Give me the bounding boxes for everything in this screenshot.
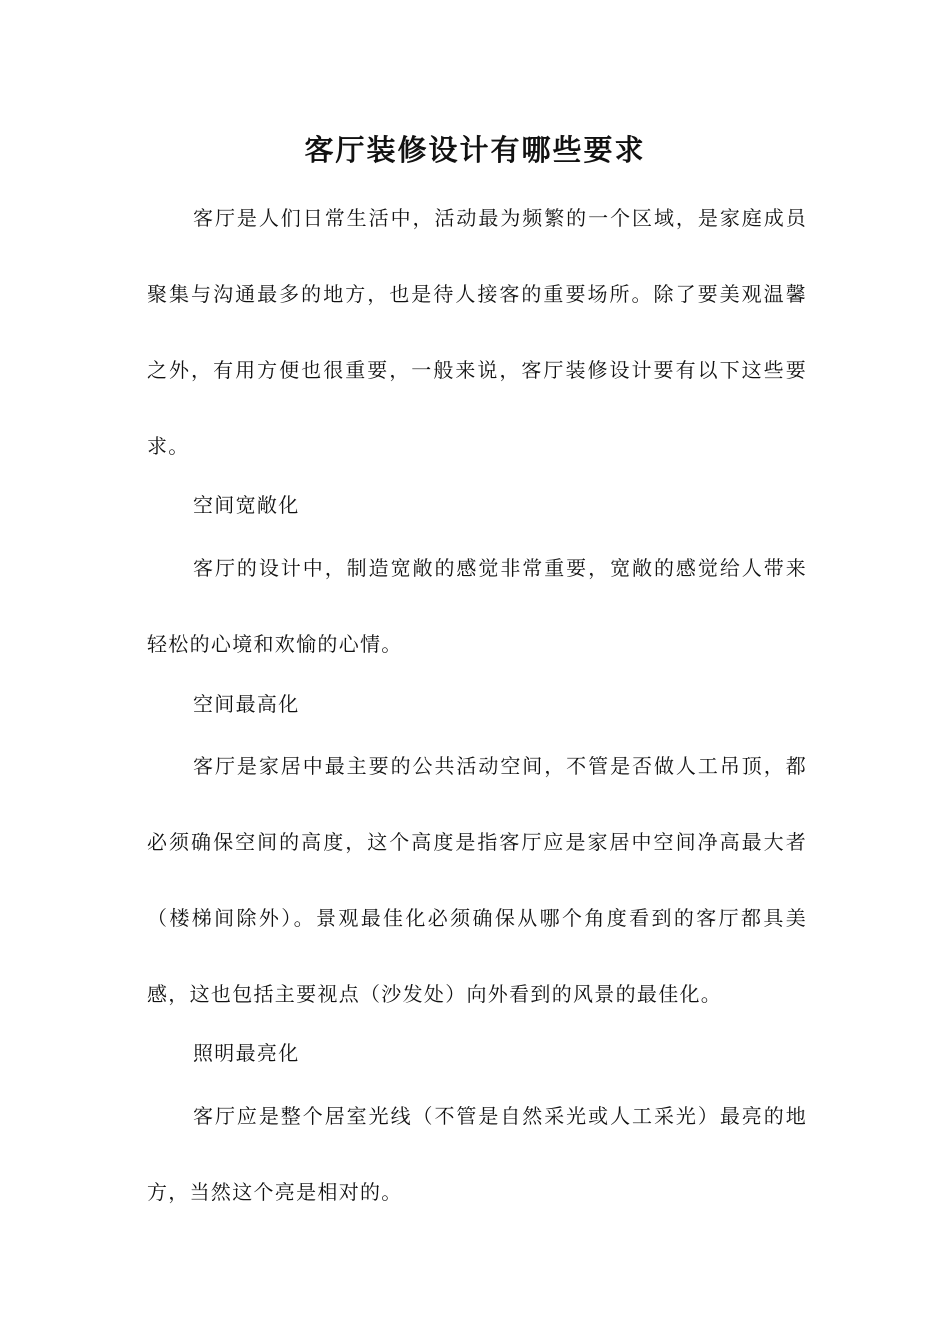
- section-heading-space-height: 空间最高化: [193, 692, 300, 716]
- section-heading-lighting: 照明最亮化: [193, 1041, 300, 1065]
- document-title: 客厅装修设计有哪些要求: [304, 133, 646, 167]
- section-heading-space-spacious: 空间宽敞化: [193, 493, 300, 517]
- section-paragraph-lighting: 客厅应是整个居室光线（不管是自然采光或人工采光）最亮的地方，当然这个亮是相对的。: [147, 1104, 807, 1204]
- section-paragraph-space-spacious: 客厅的设计中，制造宽敞的感觉非常重要，宽敞的感觉给人带来轻松的心境和欢愉的心情。: [147, 556, 807, 656]
- section-paragraph-space-height: 客厅是家居中最主要的公共活动空间，不管是否做人工吊顶，都必须确保空间的高度，这个高度是指客厅应是家居中空间净高最大者（楼梯间除外）。景观最佳化必须确保从哪个角度看到的客厅都具美感，这也包括主要视点（沙发处）向外看到的风景的最佳化。: [147, 754, 807, 1006]
- intro-paragraph: 客厅是人们日常生活中，活动最为频繁的一个区域，是家庭成员聚集与沟通最多的地方，也是待人接客的重要场所。除了要美观温馨之外，有用方便也很重要，一般来说，客厅装修设计要有以下这些要求。: [147, 206, 807, 458]
